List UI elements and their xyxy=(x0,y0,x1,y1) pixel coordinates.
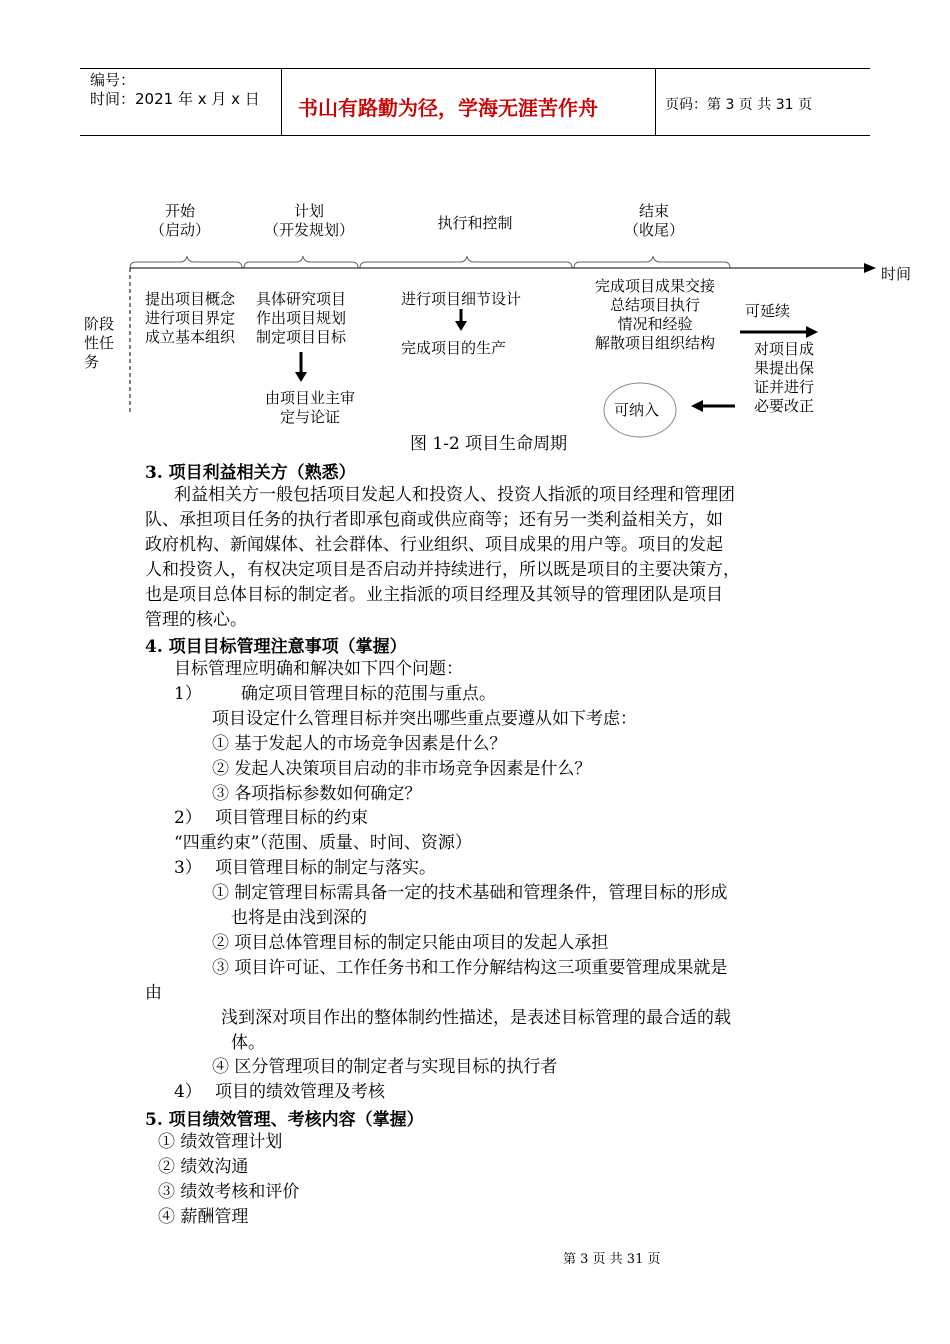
extend-right-arrow-head xyxy=(806,326,818,338)
page-footer: 第 3 页 共 31 页 xyxy=(563,1252,661,1267)
item-3-point-2: ② 项目总体管理目标的制定只能由项目的发起人承担 xyxy=(212,933,609,953)
exec-down-arrow-head xyxy=(455,321,467,331)
phase-close-title: 结束 （收尾） xyxy=(623,202,684,239)
section-5-item-4: ④ 薪酬管理 xyxy=(158,1207,249,1227)
item-1-text: 确定项目管理目标的范围与重点。 xyxy=(241,684,496,704)
item-3-point-4: ④ 区分管理项目的制定者与实现目标的执行者 xyxy=(212,1057,558,1077)
item-1-point-2: ② 发起人决策项目启动的非市场竞争因素是什么？ xyxy=(212,759,592,779)
item-2-subtext: “四重约束”（范围、质量、时间、资源） xyxy=(174,833,472,853)
section-3-heading: 3. 项目利益相关方（熟悉） xyxy=(145,463,356,483)
header-page-number: 页码：第 3 页 共 31 页 xyxy=(665,97,812,113)
item-3-point-1a: ① 制定管理目标需具备一定的技术基础和管理条件，管理目标的形成 xyxy=(212,883,728,903)
section-5-item-3: ③ 绩效考核和评价 xyxy=(158,1182,300,1202)
extend-label: 可延续 xyxy=(745,302,791,320)
phase-start-title: 开始 （启动） xyxy=(149,202,210,239)
item-1-number: 1） xyxy=(174,684,202,704)
phase-plan-title: 计划 （开发规划） xyxy=(263,202,354,239)
exec-task-production: 完成项目的生产 xyxy=(401,339,507,357)
close-tasks: 完成项目成果交接 总结项目执行 情况和经验 解散项目组织结构 xyxy=(594,277,715,352)
plan-down-arrow-head xyxy=(295,372,307,382)
start-tasks: 提出项目概念 进行项目界定 成立基本组织 xyxy=(145,290,236,346)
section-5-item-2: ② 绩效沟通 xyxy=(158,1157,249,1177)
item-3-point-3a: ③ 项目许可证、工作任务书和工作分解结构这三项重要管理成果就是 xyxy=(212,958,728,978)
section-3-paragraph: 利益相关方一般包括项目发起人和投资人、投资人指派的项目经理和管理团 队、承担项目任务的执行者即承包商或供应商等；还有另一类利益相关方，如 政府机构、新闻媒体、社会群体、行业组织、项目成果的用户等。项目的发起 人和投资人，有权决定项目是否启动并持续进行，所以既是项目的主要决策方， 也是项目总体目标的制定者。业主指派的项目经理及其领导的管理团队是项目 管理的核心。 xyxy=(145,485,740,630)
accept-label: 可纳入 xyxy=(614,401,660,419)
time-axis-label: 时间 xyxy=(881,265,912,283)
item-4-number: 4） xyxy=(174,1082,202,1102)
item-3-text: 项目管理目标的制定与落实。 xyxy=(215,858,436,878)
item-1-point-3: ③ 各项指标参数如何确定？ xyxy=(212,784,422,804)
item-1-subtext: 项目设定什么管理目标并突出哪些重点要遵从如下考虑： xyxy=(212,709,637,729)
item-2-number: 2） xyxy=(174,808,202,828)
time-axis-arrowhead xyxy=(864,263,876,273)
header-motto: 书山有路勤为径，学海无涯苦作舟 xyxy=(298,96,598,120)
document-date-label: 时间：2021 年 x 月 x 日 xyxy=(90,90,260,108)
brace-execute xyxy=(360,256,572,268)
figure-caption: 图 1-2 项目生命周期 xyxy=(410,434,568,454)
item-3-point-3b: 由 xyxy=(145,983,162,1003)
section-4-heading: 4. 项目目标管理注意事项（掌握） xyxy=(145,637,407,657)
item-3-point-3c: 浅到深对项目作出的整体制约性描述，是表述目标管理的最合适的载 xyxy=(221,1008,731,1028)
plan-review: 由项目业主审 定与论证 xyxy=(264,389,355,426)
document-number-label: 编号： xyxy=(90,71,136,89)
item-3-point-1b: 也将是由浅到深的 xyxy=(231,908,367,928)
item-4-text: 项目的绩效管理及考核 xyxy=(215,1082,385,1102)
section-4-intro: 目标管理应明确和解决如下四个问题： xyxy=(174,659,463,679)
phase-execute-title: 执行和控制 xyxy=(437,214,513,232)
brace-start xyxy=(130,256,242,268)
exec-task-design: 进行项目细节设计 xyxy=(401,290,522,308)
item-3-number: 3） xyxy=(174,858,202,878)
brace-close xyxy=(574,256,730,268)
item-2-text: 项目管理目标的约束 xyxy=(215,808,368,828)
section-5-item-1: ① 绩效管理计划 xyxy=(158,1132,283,1152)
row-label: 阶段 性任 务 xyxy=(84,315,115,371)
item-3-point-3d: 体。 xyxy=(231,1033,265,1053)
brace-plan xyxy=(244,256,358,268)
item-1-point-1: ① 基于发起人的市场竞争因素是什么？ xyxy=(212,734,507,754)
section-5-heading: 5. 项目绩效管理、考核内容（掌握） xyxy=(145,1110,424,1130)
plan-tasks: 具体研究项目 作出项目规划 制定项目目标 xyxy=(256,290,347,346)
after-tasks: 对项目成 果提出保 证并进行 必要改正 xyxy=(753,340,814,415)
accept-left-arrow-head xyxy=(691,400,703,412)
